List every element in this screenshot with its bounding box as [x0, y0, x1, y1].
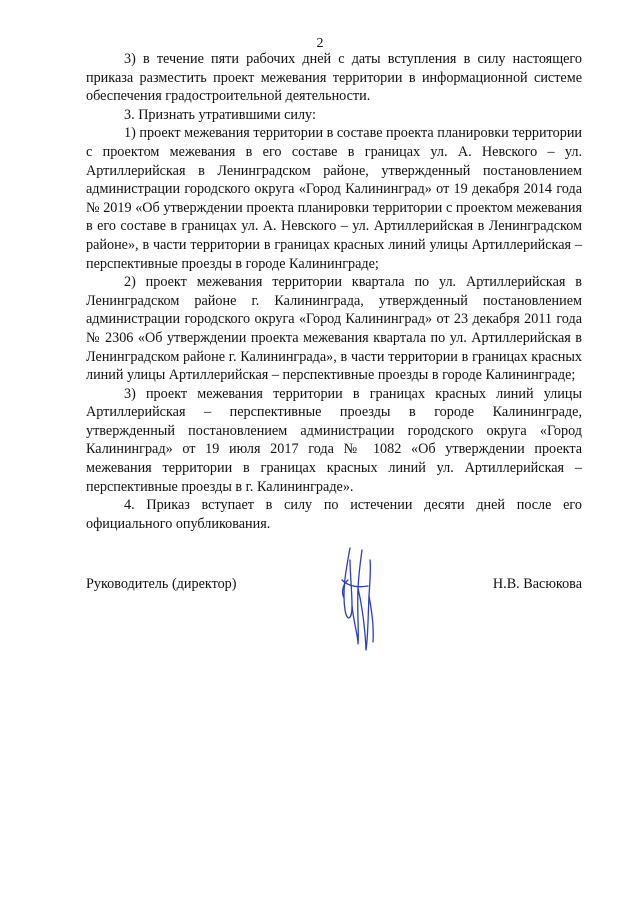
signatory-position: Руководитель (директор): [86, 576, 237, 592]
paragraph-repeal-heading: 3. Признать утратившими силу:: [124, 106, 316, 123]
handwritten-signature-icon: [328, 540, 388, 665]
paragraph-repeal-item-1: 1) проект межевания территории в составе проекта планировки территории с проектом межевания в его составе в границах ул. А. Невского – ул. Артиллерийская в Ленинградском районе, утвержденный постановлением администрации городского округа «Город Калининград» от 19 декабря 2014 года № 2019 «Об утверждении проекта планировки территории с проектом межевания в его составе в границах ул. А. Невского – ул. Артиллерийская в Ленинградском районе», в части территории в границах красных линий улицы Артиллерийская – перспективные проезды в городе Калининграде;: [86, 125, 582, 272]
paragraph-entry-into-force: 4. Приказ вступает в силу по истечении десяти дней после его официального опубликования.: [86, 497, 582, 532]
signatory-name: Н.В. Васюкова: [492, 576, 582, 592]
page-number: 2: [316, 36, 324, 51]
paragraph-publish-clause: 3) в течение пяти рабочих дней с даты вступления в силу настоящего приказа разместить проект межевания территории в информационной системе обеспечения градостроительной деятельности.: [86, 51, 582, 105]
document-body: [86, 50, 582, 533]
paragraph-repeal-item-2: 2) проект межевания территории квартала по ул. Артиллерийская в Ленинградском районе г. Калининграда, утвержденный постановлением администрации городского округа «Город Калининград» от 23 декабря 2011 года № 2306 «Об утверждении проекта межевания квартала по ул. Артиллерийская в Ленинградском районе г. Калининграда», в части территории в границах красных линий улицы Артиллерийская – перспективные проезды в городе Калининграде;: [86, 274, 582, 384]
paragraph-repeal-item-3: 3) проект межевания территории в границах красных линий улицы Артиллерийская – перспективные проезды в городе Калининграде, утвержденный постановлением администрации городского округа «Город Калининград» от 19 июля 2017 года № 1082 «Об утверждении проекта межевания территории в границах красных линий ул. Артиллерийская – перспективные проезды в г. Калининграде».: [86, 385, 582, 495]
